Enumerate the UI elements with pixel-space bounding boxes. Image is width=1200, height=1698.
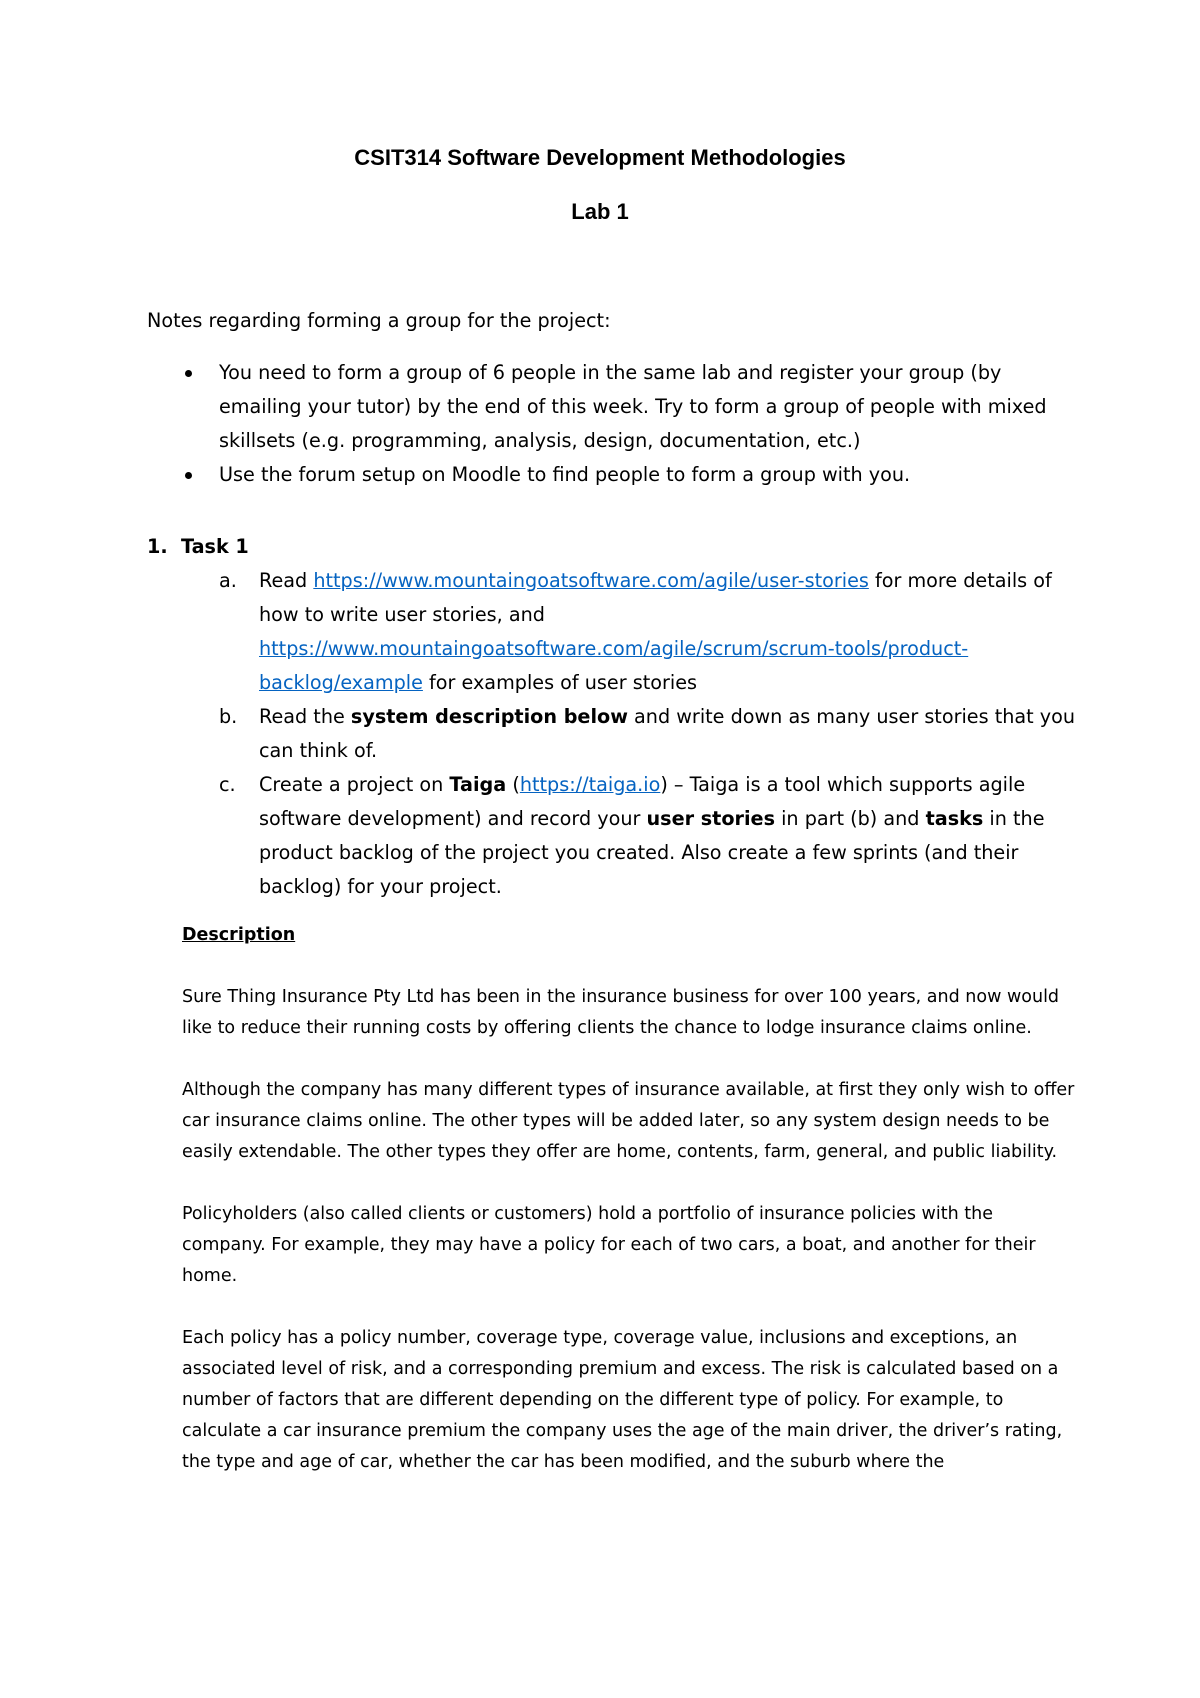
notes-bullet-item <box>147 458 1067 492</box>
item-c-bold-taiga: Taiga <box>449 773 507 796</box>
item-a-marker: a. <box>219 569 237 592</box>
description-heading: Description <box>182 925 296 945</box>
item-c-text-5: in the product backlog of the project you created. Also create a few sprints (and their backlog) for your project. <box>259 807 1045 898</box>
task-1-item-a <box>147 564 1077 700</box>
item-b-text-2: and write down as many user stories that you can think of. <box>259 705 1076 762</box>
item-c-text-4: in part (b) and <box>775 807 926 830</box>
item-c-text-3: ) – Taiga is a tool which supports agile software development) and record your <box>259 773 1026 830</box>
task-1-section <box>147 530 1077 904</box>
description-paragraph: Sure Thing Insurance Pty Ltd has been in the insurance business for over 100 years, and now would like to reduce their running costs by offering clients the chance to lodge insurance claims online. <box>182 987 1060 1038</box>
task-1-item-b <box>147 700 1077 768</box>
item-a-text-3: for examples of user stories <box>422 671 697 694</box>
description-paragraph: Each policy has a policy number, coverage type, coverage value, inclusions and exceptions, an associated level of risk, and a corresponding premium and excess. The risk is calculated based on a number of factors that are different depending on the different type of policy. For example, to calculate a car insurance premium the company uses the age of the main driver, the driver’s rating, the type and age of car, whether the car has been modified, and the suburb where the <box>182 1328 1063 1472</box>
item-b-marker: b. <box>219 705 238 728</box>
item-a-text-1: Read <box>259 569 314 592</box>
description-section <box>182 920 1082 1509</box>
document-title: CSIT314 Software Development Methodologies <box>354 145 846 170</box>
taiga-link[interactable]: https://taiga.io <box>519 773 661 796</box>
bullet-icon <box>185 472 192 479</box>
notes-bullet-list <box>147 356 1067 492</box>
item-c-marker: c. <box>219 773 236 796</box>
task-1-heading <box>147 530 1077 564</box>
notes-bullet-text: Use the forum setup on Moodle to find people to form a group with you. <box>219 463 911 486</box>
task-1-item-c <box>147 768 1077 904</box>
item-c-bold-tasks: tasks <box>925 807 984 830</box>
item-a-text-2: for more details of how to write user stories, and <box>259 569 1052 626</box>
bullet-icon <box>185 370 192 377</box>
item-c-text-1: Create a project on <box>259 773 450 796</box>
description-paragraph: Policyholders (also called clients or customers) hold a portfolio of insurance policies with the company. For example, they may have a policy for each of two cars, a boat, and another for their home. <box>182 1204 1036 1286</box>
document-subtitle: Lab 1 <box>571 199 629 224</box>
description-paragraph: Although the company has many different types of insurance available, at first they only wish to offer car insurance claims online. The other types will be added later, so any system design needs to be easily extendable. The other types they offer are home, contents, farm, general, and public liability. <box>182 1080 1075 1162</box>
item-c-bold-user-stories: user stories <box>646 807 775 830</box>
user-stories-link[interactable]: https://www.mountaingoatsoftware.com/agile/user-stories <box>313 569 869 592</box>
task-1-number: 1. <box>147 535 168 558</box>
item-b-text-1: Read the <box>259 705 351 728</box>
task-1-subitem-list <box>147 564 1077 904</box>
item-b-bold-1: system description below <box>350 705 628 728</box>
notes-heading: Notes regarding forming a group for the project: <box>147 309 611 332</box>
product-backlog-example-link[interactable]: https://www.mountaingoatsoftware.com/agile/scrum/scrum-tools/product-backlog/example <box>259 637 969 694</box>
notes-bullet-item <box>147 356 1067 458</box>
task-1-title: Task 1 <box>181 535 249 558</box>
item-c-text-2: ( <box>506 773 520 796</box>
notes-bullet-text: You need to form a group of 6 people in the same lab and register your group (by emailing your tutor) by the end of this week. Try to form a group of people with mixed skillsets (e.g. programming, analysis, design, documentation, etc.) <box>219 361 1047 452</box>
